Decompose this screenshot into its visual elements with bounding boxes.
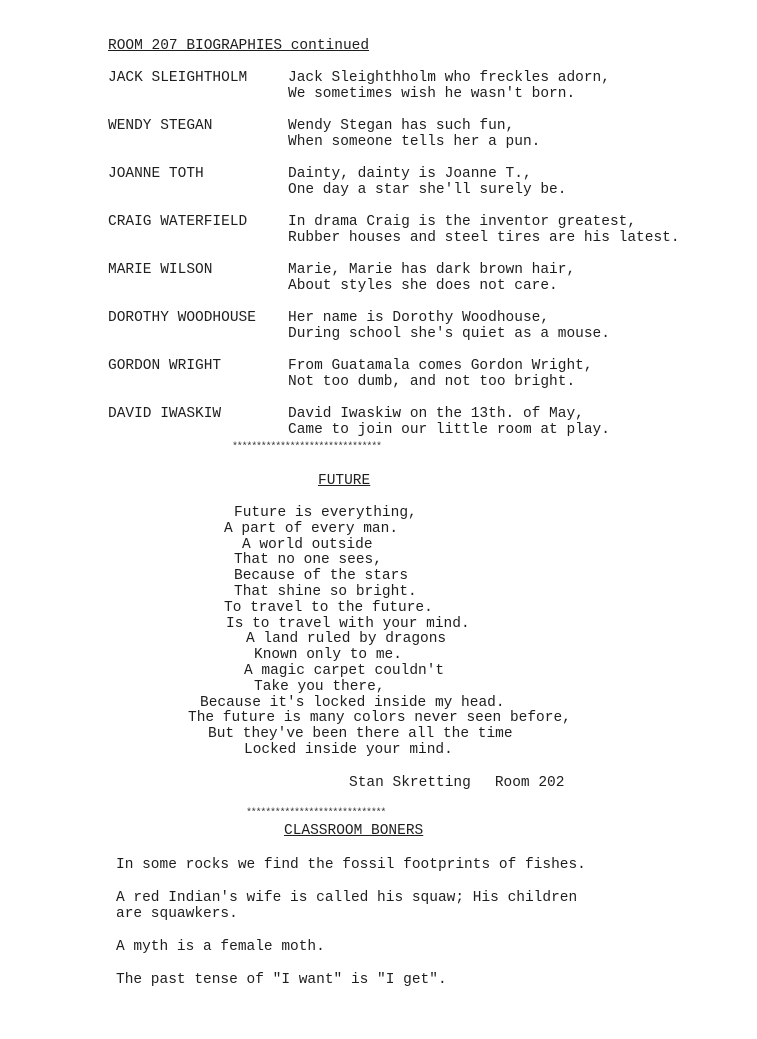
poem-room: Room 202 [494,775,565,791]
boner-item: In some rocks we find the fossil footprints of fishes. [116,857,586,873]
bio-verse-line: When someone tells her a pun. [288,134,541,150]
page-header: ROOM 207 BIOGRAPHIES continued [108,38,370,54]
bio-verse [288,358,593,406]
boner-item: A red Indian's wife is called his squaw; His children are squawkers. [116,890,578,922]
bio-verse-line: Not too dumb, and not too bright. [288,374,576,390]
bio-verse [288,310,610,358]
poem-line: A land ruled by dragons [246,631,447,648]
poem-author: Stan Skretting [349,775,471,791]
poem-line: That shine so bright. [234,583,417,600]
bio-name: GORDON WRIGHT [108,358,222,374]
bio-verse-line: From Guatamala comes Gordon Wright, [288,358,593,374]
bio-verse-line: One day a star she'll surely be. [288,182,567,198]
bio-name: MARIE WILSON [108,262,213,278]
bio-entry [108,214,738,262]
bio-name: JOANNE TOTH [108,166,204,182]
poem-line: A magic carpet couldn't [244,662,445,679]
bio-verse [288,70,610,118]
poem-line: Is to travel with your mind. [226,615,470,632]
bio-entry [108,118,738,166]
bio-name: CRAIG WATERFIELD [108,214,248,230]
poem-line: A world outside [242,536,373,553]
poem-line: That no one sees, [234,552,382,569]
poem-line: Future is everything, [234,505,417,521]
bio-entry [108,310,738,358]
bio-verse [288,214,680,262]
bio-verse-line: Wendy Stegan has such fun, [288,118,515,134]
bio-entry [108,262,738,310]
bio-entry [108,166,738,214]
bio-verse [288,262,575,310]
poem-line: Known only to me. [254,647,402,664]
bio-name: WENDY STEGAN [108,118,213,134]
bio-verse-line: Marie, Marie has dark brown hair, [288,262,576,278]
poem-line: Take you there, [254,678,385,695]
poem-body [150,506,630,759]
poem-line: The future is many colors never seen before, [188,710,571,727]
poem-line: A part of every man. [224,520,399,537]
bio-entry [108,358,738,406]
bio-verse-line: Rubber houses and steel tires are his latest. [288,230,680,246]
asterisk-divider: ******************************* [232,442,381,453]
bio-verse-line: About styles she does not care. [288,278,558,294]
bio-verse-line: Jack Sleighthholm who freckles adorn, [288,70,610,86]
poem-line: Because of the stars [234,568,409,585]
bio-entry [108,406,738,454]
boners-list [116,857,676,1005]
bio-verse-line: During school she's quiet as a mouse. [288,326,610,342]
poem-title: FUTURE [318,473,371,489]
bio-verse-line: Dainty, dainty is Joanne T., [288,166,532,182]
boner-item: The past tense of "I want" is "I get". [116,972,447,988]
bio-entry [108,70,738,118]
asterisk-divider: ***************************** [246,808,386,819]
poem-line: Locked inside your mind. [244,741,453,758]
bio-verse [288,118,540,166]
poem-signature [349,775,564,791]
poem-line: But they've been there all the time [208,726,513,743]
bio-verse [288,166,566,214]
bio-name: DAVID IWASKIW [108,406,222,422]
boners-title: CLASSROOM BONERS [284,823,424,839]
poem-line: Because it's locked inside my head. [200,694,505,711]
bio-verse-line: Came to join our little room at play. [288,422,610,438]
bio-verse-line: David Iwaskiw on the 13th. of May, [288,406,584,422]
poem-line: To travel to the future. [224,599,433,616]
boner-item: A myth is a female moth. [116,939,325,955]
bio-verse-line: Her name is Dorothy Woodhouse, [288,310,550,326]
biography-list [108,70,738,454]
bio-name: JACK SLEIGHTHOLM [108,70,248,86]
bio-verse-line: In drama Craig is the inventor greatest, [288,214,637,230]
bio-name: DOROTHY WOODHOUSE [108,310,256,326]
bio-verse-line: We sometimes wish he wasn't born. [288,86,576,102]
